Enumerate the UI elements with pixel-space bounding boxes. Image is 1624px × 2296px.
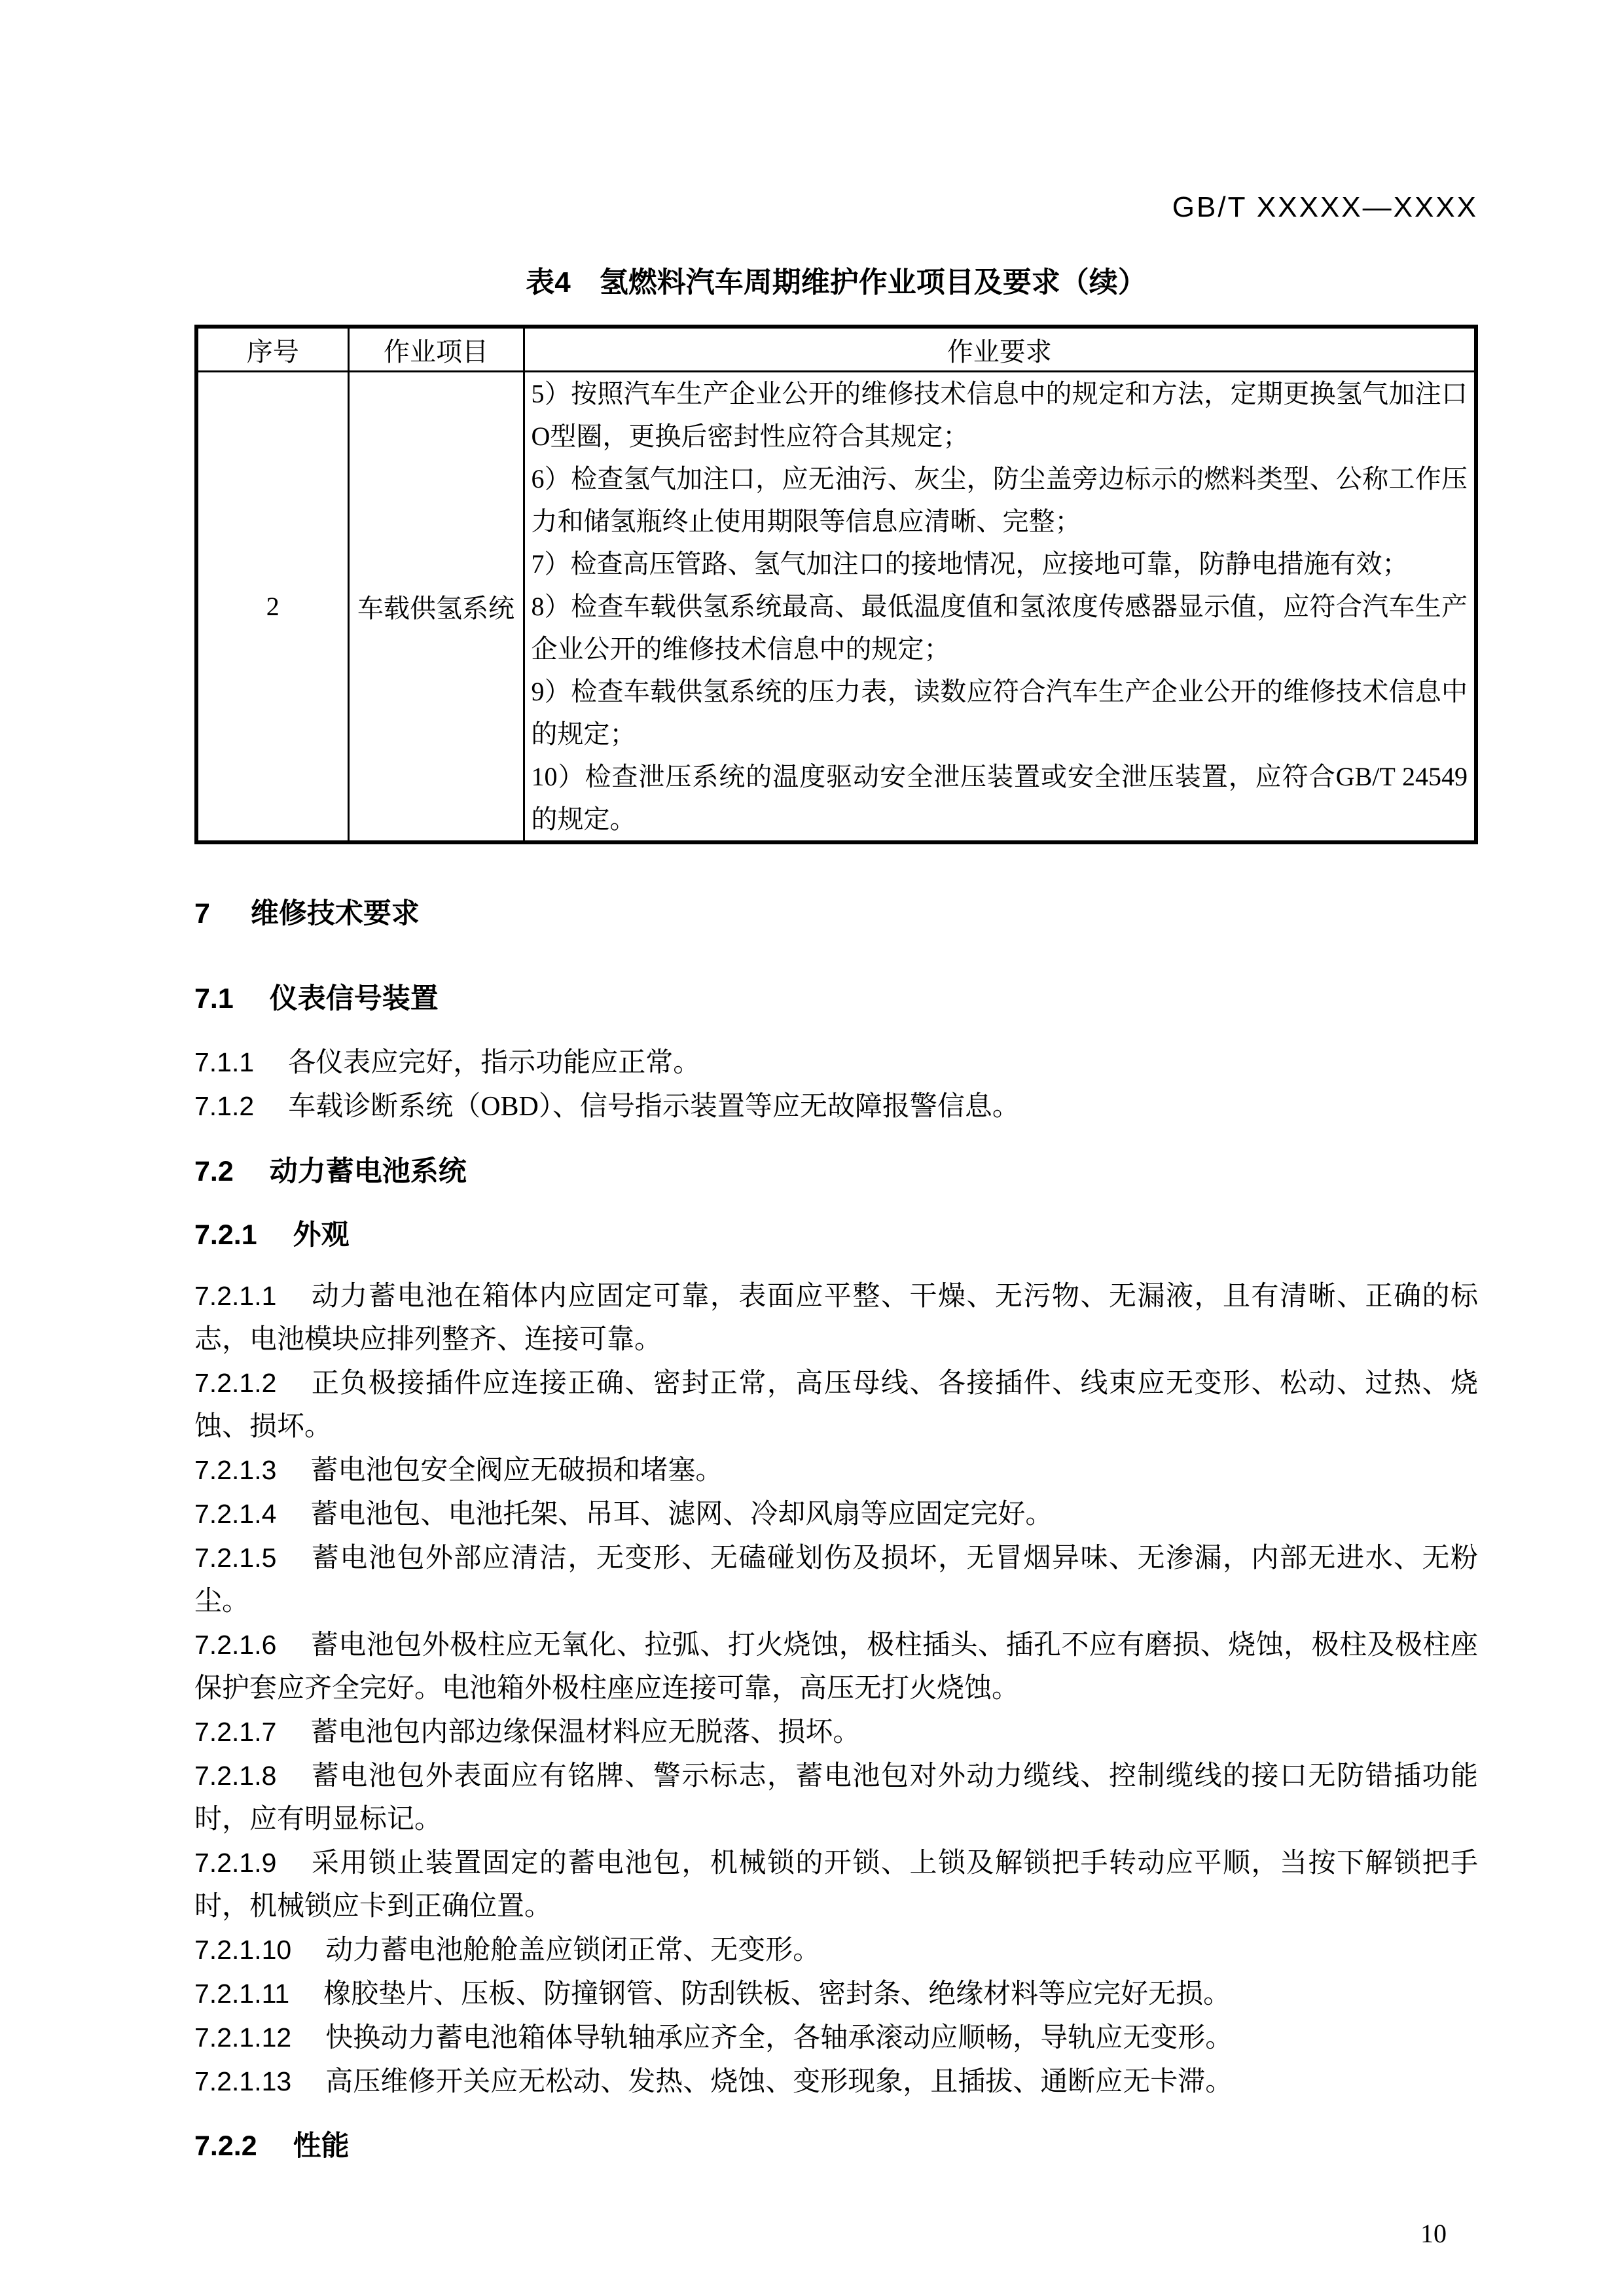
clause-number: 7.1.2 [194, 1091, 255, 1121]
clause-7-1-2 [194, 1085, 1478, 1128]
clause-number: 7.2.1.4 [194, 1499, 277, 1529]
table-header-cell: 序号 [196, 327, 348, 372]
clause-text: 蓄电池包、电池托架、吊耳、滤网、冷却风扇等应固定完好。 [310, 1499, 1053, 1530]
clause-text: 仪表信号装置 [269, 983, 439, 1014]
clause-text: 外观 [293, 1219, 350, 1251]
clause-7-2-1-4 [194, 1492, 1478, 1536]
clause-number: 7 [194, 898, 210, 929]
clause-text: 动力蓄电池系统 [269, 1156, 467, 1187]
cell-requirements [524, 372, 1476, 843]
clause-number: 7.2.1.8 [194, 1761, 277, 1791]
cell-work-item: 车载供氢系统 [348, 372, 524, 843]
heading-7-2-2 [194, 2126, 1478, 2166]
requirement-item: 8）检查车载供氢系统最高、最低温度值和氢浓度传感器显示值，应符合汽车生产企业公开的维修技术信息中的规定； [531, 592, 1468, 664]
clause-text: 采用锁止装置固定的蓄电池包，机械锁的开锁、上锁及解锁把手转动应平顺，当按下解锁把手时，机械锁应卡到正确位置。 [194, 1848, 1478, 1922]
clause-7-1-1 [194, 1041, 1478, 1085]
clause-text: 蓄电池包安全阀应无破损和堵塞。 [310, 1456, 723, 1486]
clause-text: 动力蓄电池在箱体内应固定可靠，表面应平整、干燥、无污物、无漏液，且有清晰、正确的标志，电池模块应排列整齐、连接可靠。 [194, 1282, 1478, 1355]
clause-number: 7.2.1.2 [194, 1368, 277, 1398]
table-header-row [196, 327, 1476, 372]
clause-number: 7.2.1.11 [194, 1979, 290, 2009]
clause-text: 各仪表应完好，指示功能应正常。 [288, 1048, 701, 1078]
requirement-item: 9）检查车载供氢系统的压力表，读数应符合汽车生产企业公开的维修技术信息中的规定； [531, 677, 1468, 749]
clause-7-2-1-11 [194, 1972, 1478, 2016]
requirement-item: 5）按照汽车生产企业公开的维修技术信息中的规定和方法，定期更换氢气加注口O型圈，更换后密封性应符合其规定； [531, 379, 1468, 451]
standard-number: GB/T XXXXX—XXXX [1172, 191, 1478, 223]
clause-text: 快换动力蓄电池箱体导轨轴承应齐全，各轴承滚动应顺畅，导轨应无变形。 [325, 2023, 1233, 2053]
clause-number: 7.1.1 [194, 1047, 255, 1077]
clause-text: 蓄电池包外部应清洁，无变形、无磕碰划伤及损坏，无冒烟异味、无渗漏，内部无进水、无粉尘。 [194, 1543, 1478, 1617]
heading-7-1 [194, 979, 1478, 1018]
clause-text: 正负极接插件应连接正确、密封正常，高压母线、各接插件、线束应无变形、松动、过热、烧蚀、损坏。 [194, 1369, 1478, 1442]
clause-7-2-1-13 [194, 2060, 1478, 2104]
clause-number: 7.2.1.3 [194, 1455, 277, 1485]
table-header-cell: 作业要求 [524, 327, 1476, 372]
clause-7-2-1-5 [194, 1536, 1478, 1623]
table-header-cell: 作业项目 [348, 327, 524, 372]
clause-7-2-1-1 [194, 1274, 1478, 1361]
clause-text: 性能 [293, 2130, 350, 2162]
clause-text: 蓄电池包内部边缘保温材料应无脱落、损坏。 [310, 1717, 861, 1748]
heading-7-2-1 [194, 1215, 1478, 1255]
clause-7-2-1-10 [194, 1928, 1478, 1972]
clause-sections [194, 894, 1478, 2166]
clause-number: 7.2.1.5 [194, 1543, 277, 1573]
maintenance-table [194, 325, 1478, 844]
clause-number: 7.2.1.1 [194, 1281, 277, 1311]
cell-seq-number: 2 [196, 372, 348, 843]
clause-number: 7.2.1 [194, 1219, 257, 1251]
clause-text: 高压维修开关应无松动、发热、烧蚀、变形现象，且插拔、通断应无卡滞。 [325, 2067, 1233, 2097]
clause-text: 维修技术要求 [250, 898, 420, 929]
heading-7 [194, 894, 1478, 933]
page-number: 10 [1420, 2219, 1447, 2248]
clause-7-2-1-2 [194, 1361, 1478, 1448]
requirement-item: 6）检查氢气加注口，应无油污、灰尘，防尘盖旁边标示的燃料类型、公称工作压力和储氢瓶终止使用期限等信息应清晰、完整； [531, 464, 1468, 536]
clause-text: 蓄电池包外表面应有铭牌、警示标志，蓄电池包对外动力缆线、控制缆线的接口无防错插功能时，应有明显标记。 [194, 1761, 1478, 1835]
clause-text: 橡胶垫片、压板、防撞钢管、防刮铁板、密封条、绝缘材料等应完好无损。 [323, 1979, 1231, 2009]
clause-text: 车载诊断系统（OBD）、信号指示装置等应无故障报警信息。 [288, 1092, 1020, 1122]
clause-number: 7.2.1.7 [194, 1717, 277, 1747]
clause-text: 动力蓄电池舱舱盖应锁闭正常、无变形。 [325, 1935, 821, 1965]
clause-7-2-1-7 [194, 1710, 1478, 1754]
clause-number: 7.2.1.12 [194, 2022, 292, 2053]
clause-number: 7.2.2 [194, 2130, 257, 2162]
clause-7-2-1-8 [194, 1754, 1478, 1841]
clause-7-2-1-12 [194, 2016, 1478, 2060]
requirement-item: 7）检查高压管路、氢气加注口的接地情况，应接地可靠，防静电措施有效； [531, 549, 1409, 579]
clause-7-2-1-9 [194, 1841, 1478, 1928]
clause-7-2-1-6 [194, 1623, 1478, 1710]
clause-7-2-1-3 [194, 1448, 1478, 1492]
clause-number: 7.2 [194, 1156, 234, 1187]
table-title: 表4 氢燃料汽车周期维护作业项目及要求（续） [526, 266, 1147, 298]
heading-7-2 [194, 1152, 1478, 1191]
requirement-item: 10）检查泄压系统的温度驱动安全泄压装置或安全泄压装置，应符合GB/T 24549的规定。 [531, 762, 1468, 834]
clause-number: 7.2.1.9 [194, 1848, 277, 1878]
clause-number: 7.2.1.13 [194, 2066, 292, 2096]
table-row [196, 372, 1476, 843]
clause-number: 7.2.1.10 [194, 1935, 292, 1965]
clause-number: 7.2.1.6 [194, 1630, 277, 1660]
clause-text: 蓄电池包外极柱应无氧化、拉弧、打火烧蚀，极柱插头、插孔不应有磨损、烧蚀，极柱及极柱座保护套应齐全完好。电池箱外极柱座应连接可靠，高压无打火烧蚀。 [194, 1630, 1478, 1704]
clause-number: 7.1 [194, 983, 234, 1014]
page-content [194, 0, 1478, 2252]
